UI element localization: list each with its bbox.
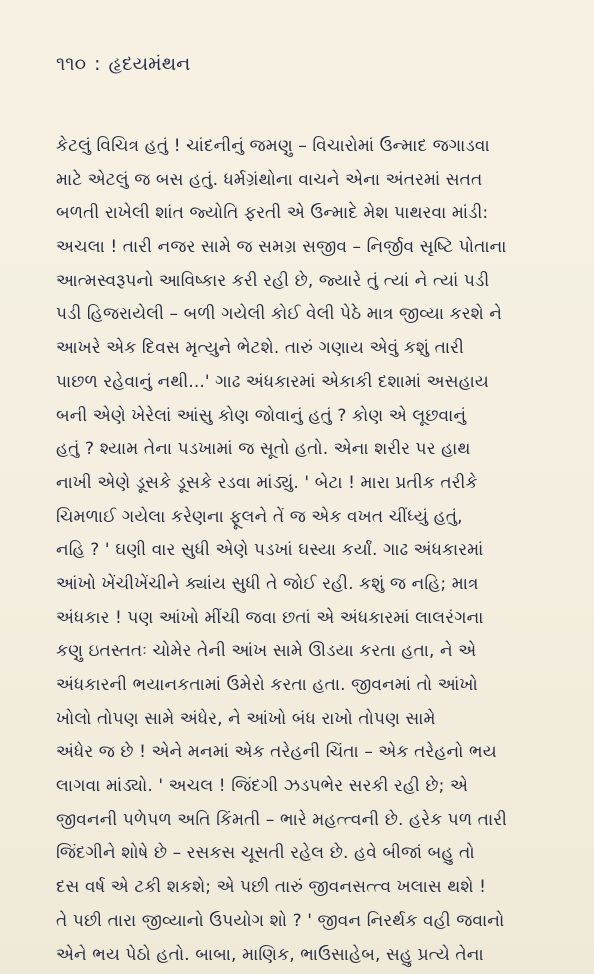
page-header (56, 48, 190, 80)
text-line: કેટલું વિચિત્ર હતું ! ચાંદનીનું જમણુ – વિચારોમાં ઉન્માદ જગાડવા (56, 136, 490, 156)
text-line: ખોલો તોપણ સામે અંધેર, ને આંખો બંધ રાખો તોપણ સામે (56, 708, 436, 729)
page-number: ૧૧૦ (56, 53, 87, 75)
text-line: અંધકાર ! પણ આંખો મીંચી જવા છતાં એ અંધકારમાં લાલરંગના (56, 607, 484, 628)
text-line: માટે એટલું જ બસ હતું. ધર્મગ્રંથોના વાચને એના અંતરમાં સતત (56, 169, 483, 190)
text-line: આખરે એક દિવસ મૃત્યુને ભેટશે. તારું ગણાય એવું કશું તારી (56, 338, 464, 359)
text-line: હતું ? શ્યામ તેના પડખામાં જ સૂતો હતો. એના શરીર પર હાથ (56, 439, 471, 460)
body-text (56, 130, 562, 972)
text-line: એને ભય પેઠો હતો. બાબા, માણિક, ભાઉસાહેબ, સહુ પ્રત્યે તેના (56, 944, 484, 965)
header-separator: : (94, 53, 101, 75)
text-line: અચલા ! તારી નજર સામે જ સમગ્ર સજીવ – નિર્જીવ સૃષ્ટિ પોતાના (56, 237, 507, 258)
text-line: બની એણે ખેરેલાં આંસુ કોણ જોવાનું હતું ? કોણ એ લૂછવાનું (56, 405, 467, 426)
text-line: જીવનની પળેપળ અતિ કિંમતી – ભારે મહત્ત્વની છે. હરેક પળ તારી (56, 809, 507, 830)
text-line: આંખો ખેંચીખેંચીને ક્યાંય સુધી તે જોઈ રહી. કશું જ નહિ; માત્ર (56, 573, 479, 594)
text-line: આત્મસ્વરૂપનો આવિષ્કાર કરી રહી છે, જ્યારે તું ત્યાં ને ત્યાં પડી (56, 270, 490, 291)
text-line: કણુ ઇતસ્તતઃ ચોમેર તેની આંખ સામે ઊડયા કરતા હતા, ને એ (56, 641, 477, 662)
text-line: બળતી રાખેલી શાંત જ્યોતિ ફરતી એ ઉન્માદે મેશ પાથરવા માંડી: (56, 203, 489, 224)
text-line: પડી હિજરાયેલી – બળી ગયેલી કોઈ વેલી પેઠે માત્ર જીવ્યા કરશે ને (56, 304, 503, 325)
text-line: તે પછી તારા જીવ્યાનો ઉપયોગ શો ? ' જીવન નિરર્થક વહી જવાનો (56, 910, 505, 931)
text-line: અંધેર જ છે ! એને મનમાં એક તરેહની ચિંતા – એક તરેહનો ભય (56, 742, 497, 763)
text-line: પાછળ રહેવાનું નથી...' ગાઢ અંધકારમાં એકાકી દશામાં અસહાય (56, 371, 489, 392)
text-line: અંધકારની ભયાનકતામાં ઉમેરો કરતા હતા. જીવનમાં તો આંખો (56, 675, 478, 695)
text-line: લાગવા માંડ્યો. ' અચલ ! જિંદગી ઝડપભેર સરકી રહી છે; એ (56, 776, 468, 797)
text-line: નહિ ? ' ઘણી વાર સુધી એણે પડખાં ઘસ્યા કર્યાં. ગાઢ અંધકારમાં (56, 540, 484, 561)
text-line: જિંદગીને શોષે છે – રસકસ ચૂસતી રહેલ છે. હવે બીજાં બહુ તો (56, 843, 475, 864)
text-line: ચિમળાઈ ગયેલા કરેણના ફૂલને તેં જ એક વખત ચીંધ્યું હતું, (56, 506, 463, 527)
running-title: હૃદયમંથન (108, 53, 191, 75)
text-line: દસ વર્ષ એ ટકી શકશે; એ પછી તારું જીવનસત્ત્વ ખલાસ થશે ! (56, 877, 487, 898)
text-line: નાખી એણે ડૂસકે ડૂસકે રડવા માંડ્યું. ' બેટા ! મારા પ્રતીક તરીકે (56, 472, 478, 493)
